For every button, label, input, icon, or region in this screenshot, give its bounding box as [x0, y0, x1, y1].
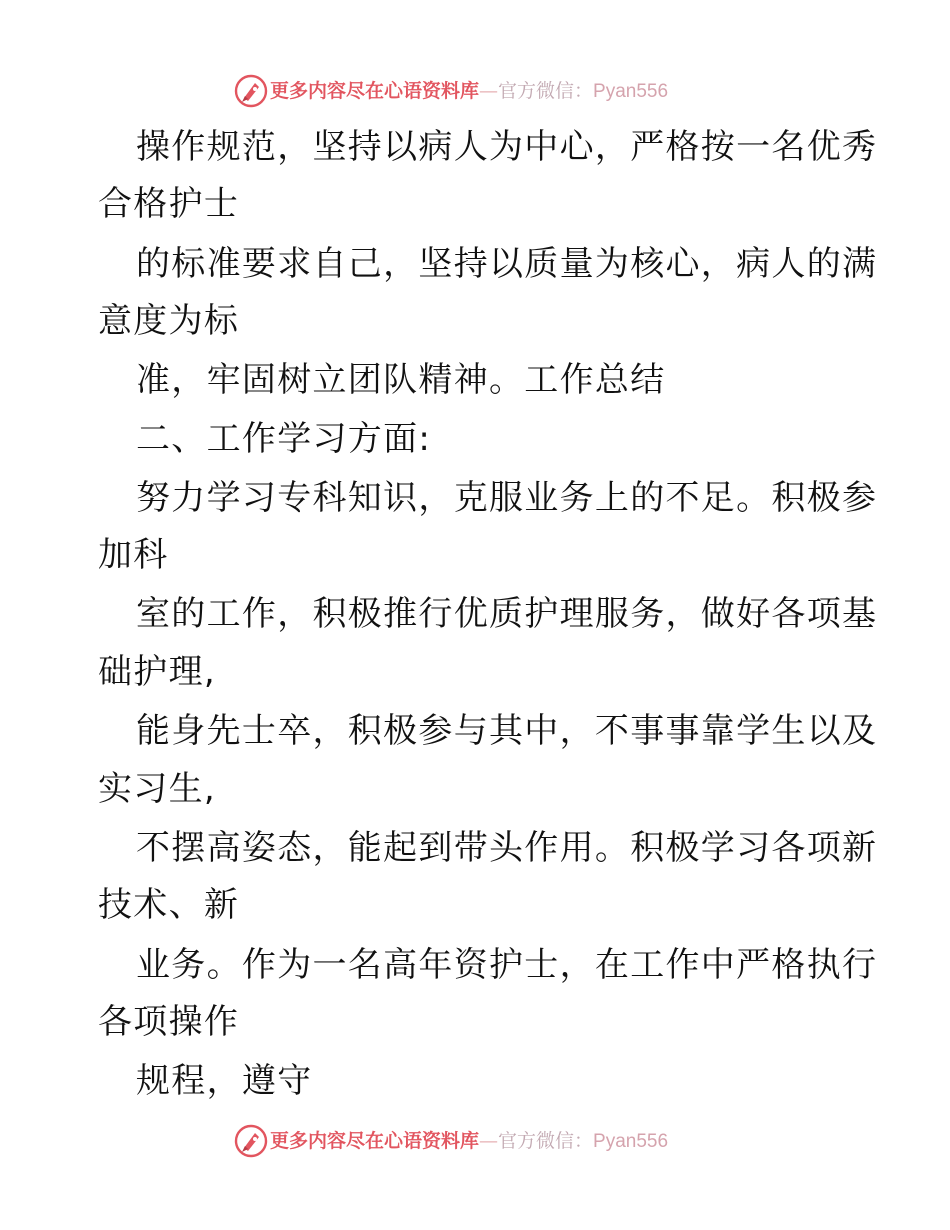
body-line: 技术、新 — [98, 885, 240, 925]
footer-brand: 更多内容尽在心语资料库 — [270, 1130, 480, 1152]
pen-nib-logo-icon — [234, 1124, 268, 1158]
body-line: 意度为标 — [98, 301, 240, 341]
body-line: 能身先士卒，积极参与其中，不事事靠学生以及 — [136, 711, 878, 751]
footer-separator: — — [479, 1130, 499, 1152]
body-line: 不摆高姿态，能起到带头作用。积极学习各项新 — [136, 828, 878, 868]
pen-nib-logo-icon — [234, 74, 268, 108]
body-line: 的标准要求自己，坚持以质量为核心，病人的满 — [136, 244, 878, 284]
body-line: 加科 — [98, 535, 169, 575]
header-watermark — [0, 72, 950, 112]
footer-watermark-text — [270, 1128, 668, 1155]
body-line: 努力学习专科知识，克服业务上的不足。积极参 — [136, 478, 878, 518]
body-line: 准，牢固树立团队精神。工作总结 — [136, 360, 666, 400]
body-line: 实习生, — [98, 769, 217, 809]
header-separator: — — [479, 80, 499, 102]
body-line: 础护理, — [98, 652, 217, 692]
footer-watermark — [0, 1122, 950, 1162]
header-brand: 更多内容尽在心语资料库 — [270, 80, 480, 102]
body-line: 规程，遵守 — [136, 1061, 313, 1101]
footer-label: 官方微信： — [498, 1130, 594, 1152]
body-line: 合格护士 — [98, 184, 240, 224]
body-line: 业务。作为一名高年资护士，在工作中严格执行 — [136, 945, 878, 985]
body-line: 二、工作学习方面: — [136, 419, 432, 459]
header-watermark-text — [270, 78, 668, 105]
header-wechat-id: Pyan556 — [593, 81, 669, 102]
body-line: 操作规范，坚持以病人为中心，严格按一名优秀 — [136, 127, 878, 167]
footer-wechat-id: Pyan556 — [593, 1131, 669, 1152]
body-line: 各项操作 — [98, 1002, 240, 1042]
body-line: 室的工作，积极推行优质护理服务，做好各项基 — [136, 594, 878, 634]
header-label: 官方微信： — [498, 80, 594, 102]
